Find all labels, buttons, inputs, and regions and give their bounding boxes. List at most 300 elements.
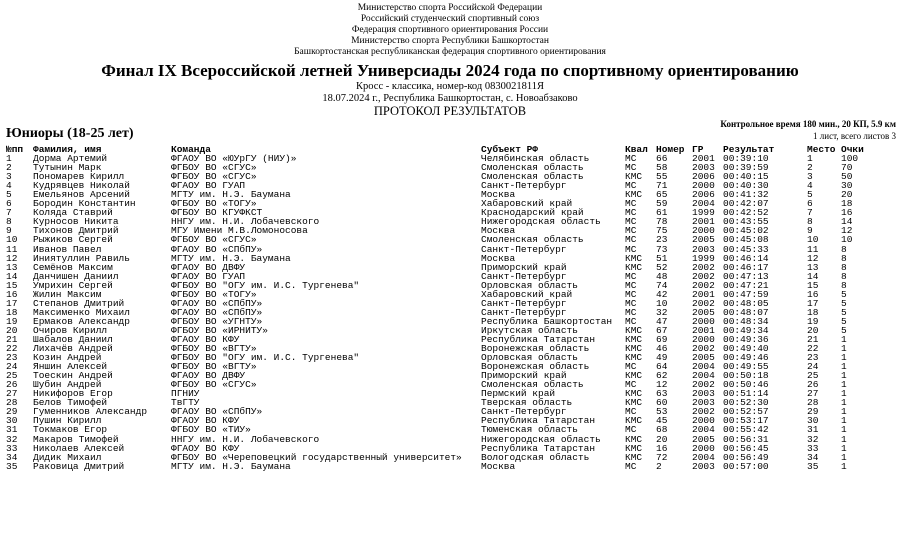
cell-name: Пономарев Кирилл — [33, 172, 125, 182]
cell-qual: КМС — [625, 371, 643, 381]
cell-bib: 59 — [656, 199, 668, 209]
cell-points: 5 — [841, 316, 847, 326]
sheet-info: 1 лист, всего листов 3 — [813, 131, 896, 141]
cell-region: Приморский край — [481, 262, 567, 272]
cell-result: 00:49:55 — [723, 362, 769, 372]
cell-points: 8 — [841, 262, 847, 272]
cell-team: ФГБОУ ВО «СГУС» — [171, 163, 257, 173]
cell-bib: 49 — [656, 353, 668, 363]
cell-team: ФГАОУ ВО КФУ — [171, 416, 240, 426]
cell-result: 00:56:45 — [723, 443, 769, 453]
cell-qual: МС — [625, 407, 637, 417]
cell-bib: 58 — [656, 163, 668, 173]
cell-team: ФГБОУ ВО «ТОГУ» — [171, 289, 257, 299]
cell-year: 2004 — [692, 199, 715, 209]
cell-place: 4 — [807, 181, 813, 191]
cell-points: 1 — [841, 334, 847, 344]
cell-team: ФГБОУ ВО «СГУС» — [171, 172, 257, 182]
col-team-header: Команда — [171, 145, 211, 154]
cell-name: Пушин Кирилл — [33, 416, 102, 426]
cell-points: 1 — [841, 443, 847, 453]
cell-qual: МС — [625, 154, 637, 164]
cell-place: 20 — [807, 325, 819, 335]
cell-name: Кудрявцев Николай — [33, 181, 130, 191]
cell-place: 35 — [807, 461, 819, 471]
cell-year: 2001 — [692, 217, 715, 227]
cell-bib: 55 — [656, 172, 668, 182]
cell-name: Никифоров Егор — [33, 389, 113, 399]
cell-points: 5 — [841, 325, 847, 335]
cell-year: 2000 — [692, 416, 715, 426]
cell-num: 9 — [6, 226, 12, 236]
cell-qual: МС — [625, 289, 637, 299]
cell-bib: 12 — [656, 380, 668, 390]
cell-team: ФГАОУ ВО КФУ — [171, 334, 240, 344]
cell-num: 16 — [6, 289, 18, 299]
cell-place: 9 — [807, 226, 813, 236]
cell-place: 17 — [807, 298, 819, 308]
cell-team: ФГБОУ ВО «ВГТУ» — [171, 362, 257, 372]
cell-qual: МС — [625, 298, 637, 308]
cell-bib: 20 — [656, 434, 668, 444]
cell-place: 5 — [807, 190, 813, 200]
cell-qual: КМС — [625, 262, 643, 272]
cell-bib: 75 — [656, 226, 668, 236]
cell-num: 34 — [6, 452, 18, 462]
cell-result: 00:53:17 — [723, 416, 769, 426]
cell-points: 1 — [841, 425, 847, 435]
cell-qual: МС — [625, 280, 637, 290]
cell-team: ФГАОУ ВО «СПбПУ» — [171, 244, 263, 254]
cell-result: 00:48:05 — [723, 298, 769, 308]
cell-num: 21 — [6, 334, 18, 344]
cell-qual: МС — [625, 461, 637, 471]
cell-bib: 48 — [656, 271, 668, 281]
cell-name: Дорма Артемий — [33, 154, 108, 164]
cell-num: 3 — [6, 172, 12, 182]
cell-place: 26 — [807, 380, 819, 390]
org-line: Федерация спортивного ориентирования России — [351, 25, 549, 35]
cell-result: 00:56:31 — [723, 434, 769, 444]
cell-place: 32 — [807, 434, 819, 444]
cell-qual: КМС — [625, 325, 643, 335]
cell-team: ФГБОУ ВО «Череповецкий государственный университет» — [171, 452, 462, 462]
cell-num: 35 — [6, 461, 18, 471]
table-row — [0, 462, 900, 471]
cell-place: 31 — [807, 425, 819, 435]
cell-points: 1 — [841, 434, 847, 444]
col-num-header: №пп — [6, 145, 24, 154]
cell-team: ФГБОУ ВО «ТОГУ» — [171, 199, 257, 209]
cell-qual: МС — [625, 181, 637, 191]
cell-team: ФГБОУ ВО "ОГУ им. И.С. Тургенева" — [171, 353, 360, 363]
cell-region: Орловская область — [481, 353, 578, 363]
cell-num: 8 — [6, 217, 12, 227]
cell-points: 8 — [841, 244, 847, 254]
cell-num: 27 — [6, 389, 18, 399]
cell-qual: КМС — [625, 398, 643, 408]
cell-year: 2006 — [692, 172, 715, 182]
cell-bib: 78 — [656, 217, 668, 227]
cell-year: 2004 — [692, 425, 715, 435]
cell-team: ФГАОУ ВО ДВФУ — [171, 262, 246, 272]
event-date-place: 18.07.2024 г., Республика Башкортостан, с. Новоабзаково — [322, 93, 578, 104]
cell-place: 30 — [807, 416, 819, 426]
cell-bib: 42 — [656, 289, 668, 299]
cell-result: 00:39:10 — [723, 154, 769, 164]
cell-region: Тверская область — [481, 398, 573, 408]
cell-year: 1999 — [692, 208, 715, 218]
cell-year: 2001 — [692, 154, 715, 164]
cell-points: 5 — [841, 298, 847, 308]
cell-year: 2004 — [692, 452, 715, 462]
cell-result: 00:40:15 — [723, 172, 769, 182]
cell-region: Республика Татарстан — [481, 334, 596, 344]
col-result-header: Результат — [723, 145, 775, 154]
table-row — [0, 254, 900, 263]
cell-name: Умрихин Сергей — [33, 280, 113, 290]
cell-team: ФГБОУ ВО «УГНТУ» — [171, 316, 263, 326]
cell-team: ТвГТУ — [171, 398, 200, 408]
table-row — [0, 435, 900, 444]
cell-region: Смоленская область — [481, 172, 584, 182]
cell-name: Степанов Дмитрий — [33, 298, 125, 308]
cell-num: 32 — [6, 434, 18, 444]
cell-points: 70 — [841, 163, 853, 173]
cell-year: 2003 — [692, 244, 715, 254]
table-row — [0, 344, 900, 353]
cell-result: 00:55:42 — [723, 425, 769, 435]
cell-result: 00:45:02 — [723, 226, 769, 236]
cell-name: Дидик Михаил — [33, 452, 102, 462]
cell-qual: МС — [625, 235, 637, 245]
cell-qual: МС — [625, 208, 637, 218]
cell-points: 50 — [841, 172, 853, 182]
cell-year: 2000 — [692, 181, 715, 191]
cell-place: 8 — [807, 217, 813, 227]
cell-year: 2005 — [692, 434, 715, 444]
cell-qual: КМС — [625, 434, 643, 444]
cell-year: 2005 — [692, 353, 715, 363]
cell-team: ФГАОУ ВО ГУАП — [171, 181, 246, 191]
cell-result: 00:41:32 — [723, 190, 769, 200]
cell-num: 12 — [6, 253, 18, 263]
cell-result: 00:48:34 — [723, 316, 769, 326]
cell-place: 29 — [807, 407, 819, 417]
cell-region: Смоленская область — [481, 235, 584, 245]
cell-year: 2000 — [692, 226, 715, 236]
cell-place: 3 — [807, 172, 813, 182]
cell-place: 11 — [807, 244, 819, 254]
cell-place: 33 — [807, 443, 819, 453]
cell-num: 6 — [6, 199, 12, 209]
cell-region: Республика Татарстан — [481, 443, 596, 453]
cell-year: 2001 — [692, 325, 715, 335]
cell-points: 1 — [841, 380, 847, 390]
cell-points: 8 — [841, 271, 847, 281]
cell-bib: 74 — [656, 280, 668, 290]
cell-region: Республика Башкортостан — [481, 316, 613, 326]
cell-points: 100 — [841, 154, 859, 164]
cell-bib: 2 — [656, 461, 662, 471]
cell-qual: КМС — [625, 452, 643, 462]
cell-result: 00:43:55 — [723, 217, 769, 227]
cell-points: 1 — [841, 389, 847, 399]
table-row — [0, 444, 900, 453]
cell-num: 28 — [6, 398, 18, 408]
org-line: Российский студенческий спортивный союз — [360, 14, 540, 24]
cell-result: 00:42:07 — [723, 199, 769, 209]
cell-points: 1 — [841, 461, 847, 471]
cell-result: 00:47:59 — [723, 289, 769, 299]
table-row — [0, 335, 900, 344]
cell-points: 16 — [841, 208, 853, 218]
cell-team: ФГБОУ ВО «СГУС» — [171, 235, 257, 245]
cell-year: 2003 — [692, 163, 715, 173]
cell-place: 27 — [807, 389, 819, 399]
table-row — [0, 299, 900, 308]
cell-bib: 45 — [656, 416, 668, 426]
cell-points: 18 — [841, 199, 853, 209]
table-row — [0, 407, 900, 416]
cell-qual: МС — [625, 271, 637, 281]
cell-num: 7 — [6, 208, 12, 218]
cell-result: 00:49:34 — [723, 325, 769, 335]
cell-team: МГУ Имени М.В.Ломоносова — [171, 226, 308, 236]
cell-bib: 66 — [656, 154, 668, 164]
table-row — [0, 226, 900, 235]
cell-year: 2005 — [692, 307, 715, 317]
cell-num: 1 — [6, 154, 12, 164]
cell-year: 2006 — [692, 190, 715, 200]
cell-bib: 10 — [656, 298, 668, 308]
table-row — [0, 217, 900, 226]
cell-num: 23 — [6, 353, 18, 363]
cell-region: Санкт-Петербург — [481, 244, 567, 254]
cell-bib: 64 — [656, 362, 668, 372]
cell-name: Гуменников Александр — [33, 407, 148, 417]
cell-points: 5 — [841, 307, 847, 317]
cell-team: ННГУ им. Н.И. Лобачевского — [171, 217, 320, 227]
cell-name: Коляда Ставрий — [33, 208, 113, 218]
cell-num: 2 — [6, 163, 12, 173]
cell-year: 2004 — [692, 371, 715, 381]
cell-name: Токмаков Егор — [33, 425, 108, 435]
cell-bib: 23 — [656, 235, 668, 245]
cell-team: ННГУ им. Н.И. Лобачевского — [171, 434, 320, 444]
org-line: Башкортостанская республиканская федерация спортивного ориентирования — [294, 47, 606, 57]
cell-num: 25 — [6, 371, 18, 381]
cell-points: 30 — [841, 181, 853, 191]
cell-bib: 63 — [656, 389, 668, 399]
cell-result: 00:47:21 — [723, 280, 769, 290]
cell-region: Тюменская область — [481, 425, 578, 435]
cell-points: 8 — [841, 280, 847, 290]
cell-region: Смоленская область — [481, 163, 584, 173]
cell-region: Санкт-Петербург — [481, 271, 567, 281]
cell-result: 00:47:13 — [723, 271, 769, 281]
cell-name: Ермаков Александр — [33, 316, 130, 326]
table-row — [0, 181, 900, 190]
cell-region: Санкт-Петербург — [481, 298, 567, 308]
table-row — [0, 263, 900, 272]
col-region-header: Субъект РФ — [481, 145, 539, 154]
col-year-header: ГР — [692, 145, 704, 154]
cell-region: Хабаровский край — [481, 199, 573, 209]
cell-year: 2000 — [692, 443, 715, 453]
cell-result: 00:46:17 — [723, 262, 769, 272]
table-row — [0, 308, 900, 317]
col-points-header: Очки — [841, 145, 864, 154]
cell-result: 00:50:18 — [723, 371, 769, 381]
cell-year: 2002 — [692, 380, 715, 390]
cell-name: Курносов Никита — [33, 217, 119, 227]
table-row — [0, 317, 900, 326]
cell-year: 2003 — [692, 398, 715, 408]
table-header — [0, 145, 900, 154]
cell-result: 00:42:52 — [723, 208, 769, 218]
cell-num: 4 — [6, 181, 12, 191]
cell-year: 2001 — [692, 289, 715, 299]
table-row — [0, 281, 900, 290]
table-row — [0, 380, 900, 389]
cell-place: 13 — [807, 262, 819, 272]
cell-region: Приморский край — [481, 371, 567, 381]
cell-bib: 73 — [656, 244, 668, 254]
cell-year: 2002 — [692, 344, 715, 354]
cell-bib: 53 — [656, 407, 668, 417]
table-row — [0, 154, 900, 163]
cell-qual: КМС — [625, 416, 643, 426]
table-row — [0, 326, 900, 335]
cell-team: МГТУ им. Н.Э. Баумана — [171, 190, 291, 200]
cell-place: 25 — [807, 371, 819, 381]
cell-place: 1 — [807, 154, 813, 164]
group-title: Юниоры (18-25 лет) — [6, 126, 134, 141]
cell-num: 26 — [6, 380, 18, 390]
cell-team: ФГАОУ ВО ДВФУ — [171, 371, 246, 381]
cell-bib: 47 — [656, 316, 668, 326]
cell-qual: МС — [625, 217, 637, 227]
cell-num: 14 — [6, 271, 18, 281]
cell-year: 2003 — [692, 461, 715, 471]
cell-name: Очиров Кирилл — [33, 325, 108, 335]
cell-name: Тихонов Дмитрий — [33, 226, 119, 236]
cell-place: 18 — [807, 307, 819, 317]
cell-bib: 65 — [656, 190, 668, 200]
cell-num: 24 — [6, 362, 18, 372]
cell-region: Орловская область — [481, 280, 578, 290]
cell-bib: 71 — [656, 181, 668, 191]
cell-points: 14 — [841, 217, 853, 227]
cell-team: МГТУ им. Н.Э. Баумана — [171, 461, 291, 471]
table-row — [0, 389, 900, 398]
cell-bib: 72 — [656, 452, 668, 462]
cell-place: 16 — [807, 289, 819, 299]
table-row — [0, 398, 900, 407]
table-row — [0, 453, 900, 462]
cell-year: 2004 — [692, 362, 715, 372]
table-row — [0, 425, 900, 434]
table-row — [0, 245, 900, 254]
cell-points: 5 — [841, 289, 847, 299]
cell-bib: 46 — [656, 344, 668, 354]
cell-result: 00:49:36 — [723, 334, 769, 344]
table-row — [0, 199, 900, 208]
cell-place: 28 — [807, 398, 819, 408]
cell-place: 10 — [807, 235, 819, 245]
cell-team: ПГНИУ — [171, 389, 200, 399]
cell-team: ФГБОУ ВО «ИРНИТУ» — [171, 325, 268, 335]
cell-region: Пермский край — [481, 389, 556, 399]
cell-qual: МС — [625, 199, 637, 209]
cell-name: Тоескин Андрей — [33, 371, 113, 381]
cell-bib: 16 — [656, 443, 668, 453]
cell-year: 2002 — [692, 407, 715, 417]
cell-year: 2002 — [692, 280, 715, 290]
cell-result: 00:45:08 — [723, 235, 769, 245]
cell-team: ФГАОУ ВО «СПбПУ» — [171, 407, 263, 417]
cell-year: 2002 — [692, 298, 715, 308]
cell-qual: КМС — [625, 443, 643, 453]
results-table — [0, 145, 900, 471]
cell-num: 20 — [6, 325, 18, 335]
cell-bib: 52 — [656, 262, 668, 272]
cell-name: Бородин Константин — [33, 199, 136, 209]
cell-points: 10 — [841, 235, 853, 245]
cell-qual: КМС — [625, 344, 643, 354]
cell-points: 20 — [841, 190, 853, 200]
cell-qual: КМС — [625, 353, 643, 363]
cell-team: ФГАОУ ВО «ЮУрГУ (НИУ)» — [171, 154, 297, 164]
cell-region: Воронежская область — [481, 344, 590, 354]
cell-team: ФГАОУ ВО «СПбПУ» — [171, 298, 263, 308]
cell-qual: МС — [625, 425, 637, 435]
cell-region: Москва — [481, 253, 516, 263]
cell-team: ФГБОУ ВО КГУФКСТ — [171, 208, 263, 218]
cell-place: 15 — [807, 280, 819, 290]
cell-name: Белов Тимофей — [33, 398, 108, 408]
cell-name: Иванов Павел — [33, 244, 102, 254]
cell-num: 33 — [6, 443, 18, 453]
table-row — [0, 353, 900, 362]
cell-name: Иниятуллин Равиль — [33, 253, 130, 263]
cell-place: 12 — [807, 253, 819, 263]
cell-year: 2002 — [692, 262, 715, 272]
cell-bib: 51 — [656, 253, 668, 263]
cell-name: Раковица Дмитрий — [33, 461, 125, 471]
cell-name: Тутынин Марк — [33, 163, 102, 173]
cell-team: МГТУ им. Н.Э. Баумана — [171, 253, 291, 263]
cell-bib: 68 — [656, 425, 668, 435]
org-line: Министерство спорта Российской Федерации — [357, 3, 543, 13]
cell-qual: МС — [625, 362, 637, 372]
cell-num: 11 — [6, 244, 18, 254]
cell-qual: МС — [625, 163, 637, 173]
cell-points: 1 — [841, 407, 847, 417]
cell-bib: 60 — [656, 398, 668, 408]
cell-result: 00:45:33 — [723, 244, 769, 254]
cell-bib: 32 — [656, 307, 668, 317]
cell-num: 15 — [6, 280, 18, 290]
cell-team: ФГБОУ ВО «ТИУ» — [171, 425, 251, 435]
cell-team: ФГБОУ ВО "ОГУ им. И.С. Тургенева" — [171, 280, 360, 290]
cell-result: 00:52:30 — [723, 398, 769, 408]
event-title: Финал IX Всероссийской летней Универсиады 2024 года по спортивному ориентированию — [101, 61, 799, 80]
cell-name: Лихачёв Андрей — [33, 344, 113, 354]
table-row — [0, 235, 900, 244]
protocol-heading: ПРОТОКОЛ РЕЗУЛЬТАТОВ — [373, 104, 527, 118]
